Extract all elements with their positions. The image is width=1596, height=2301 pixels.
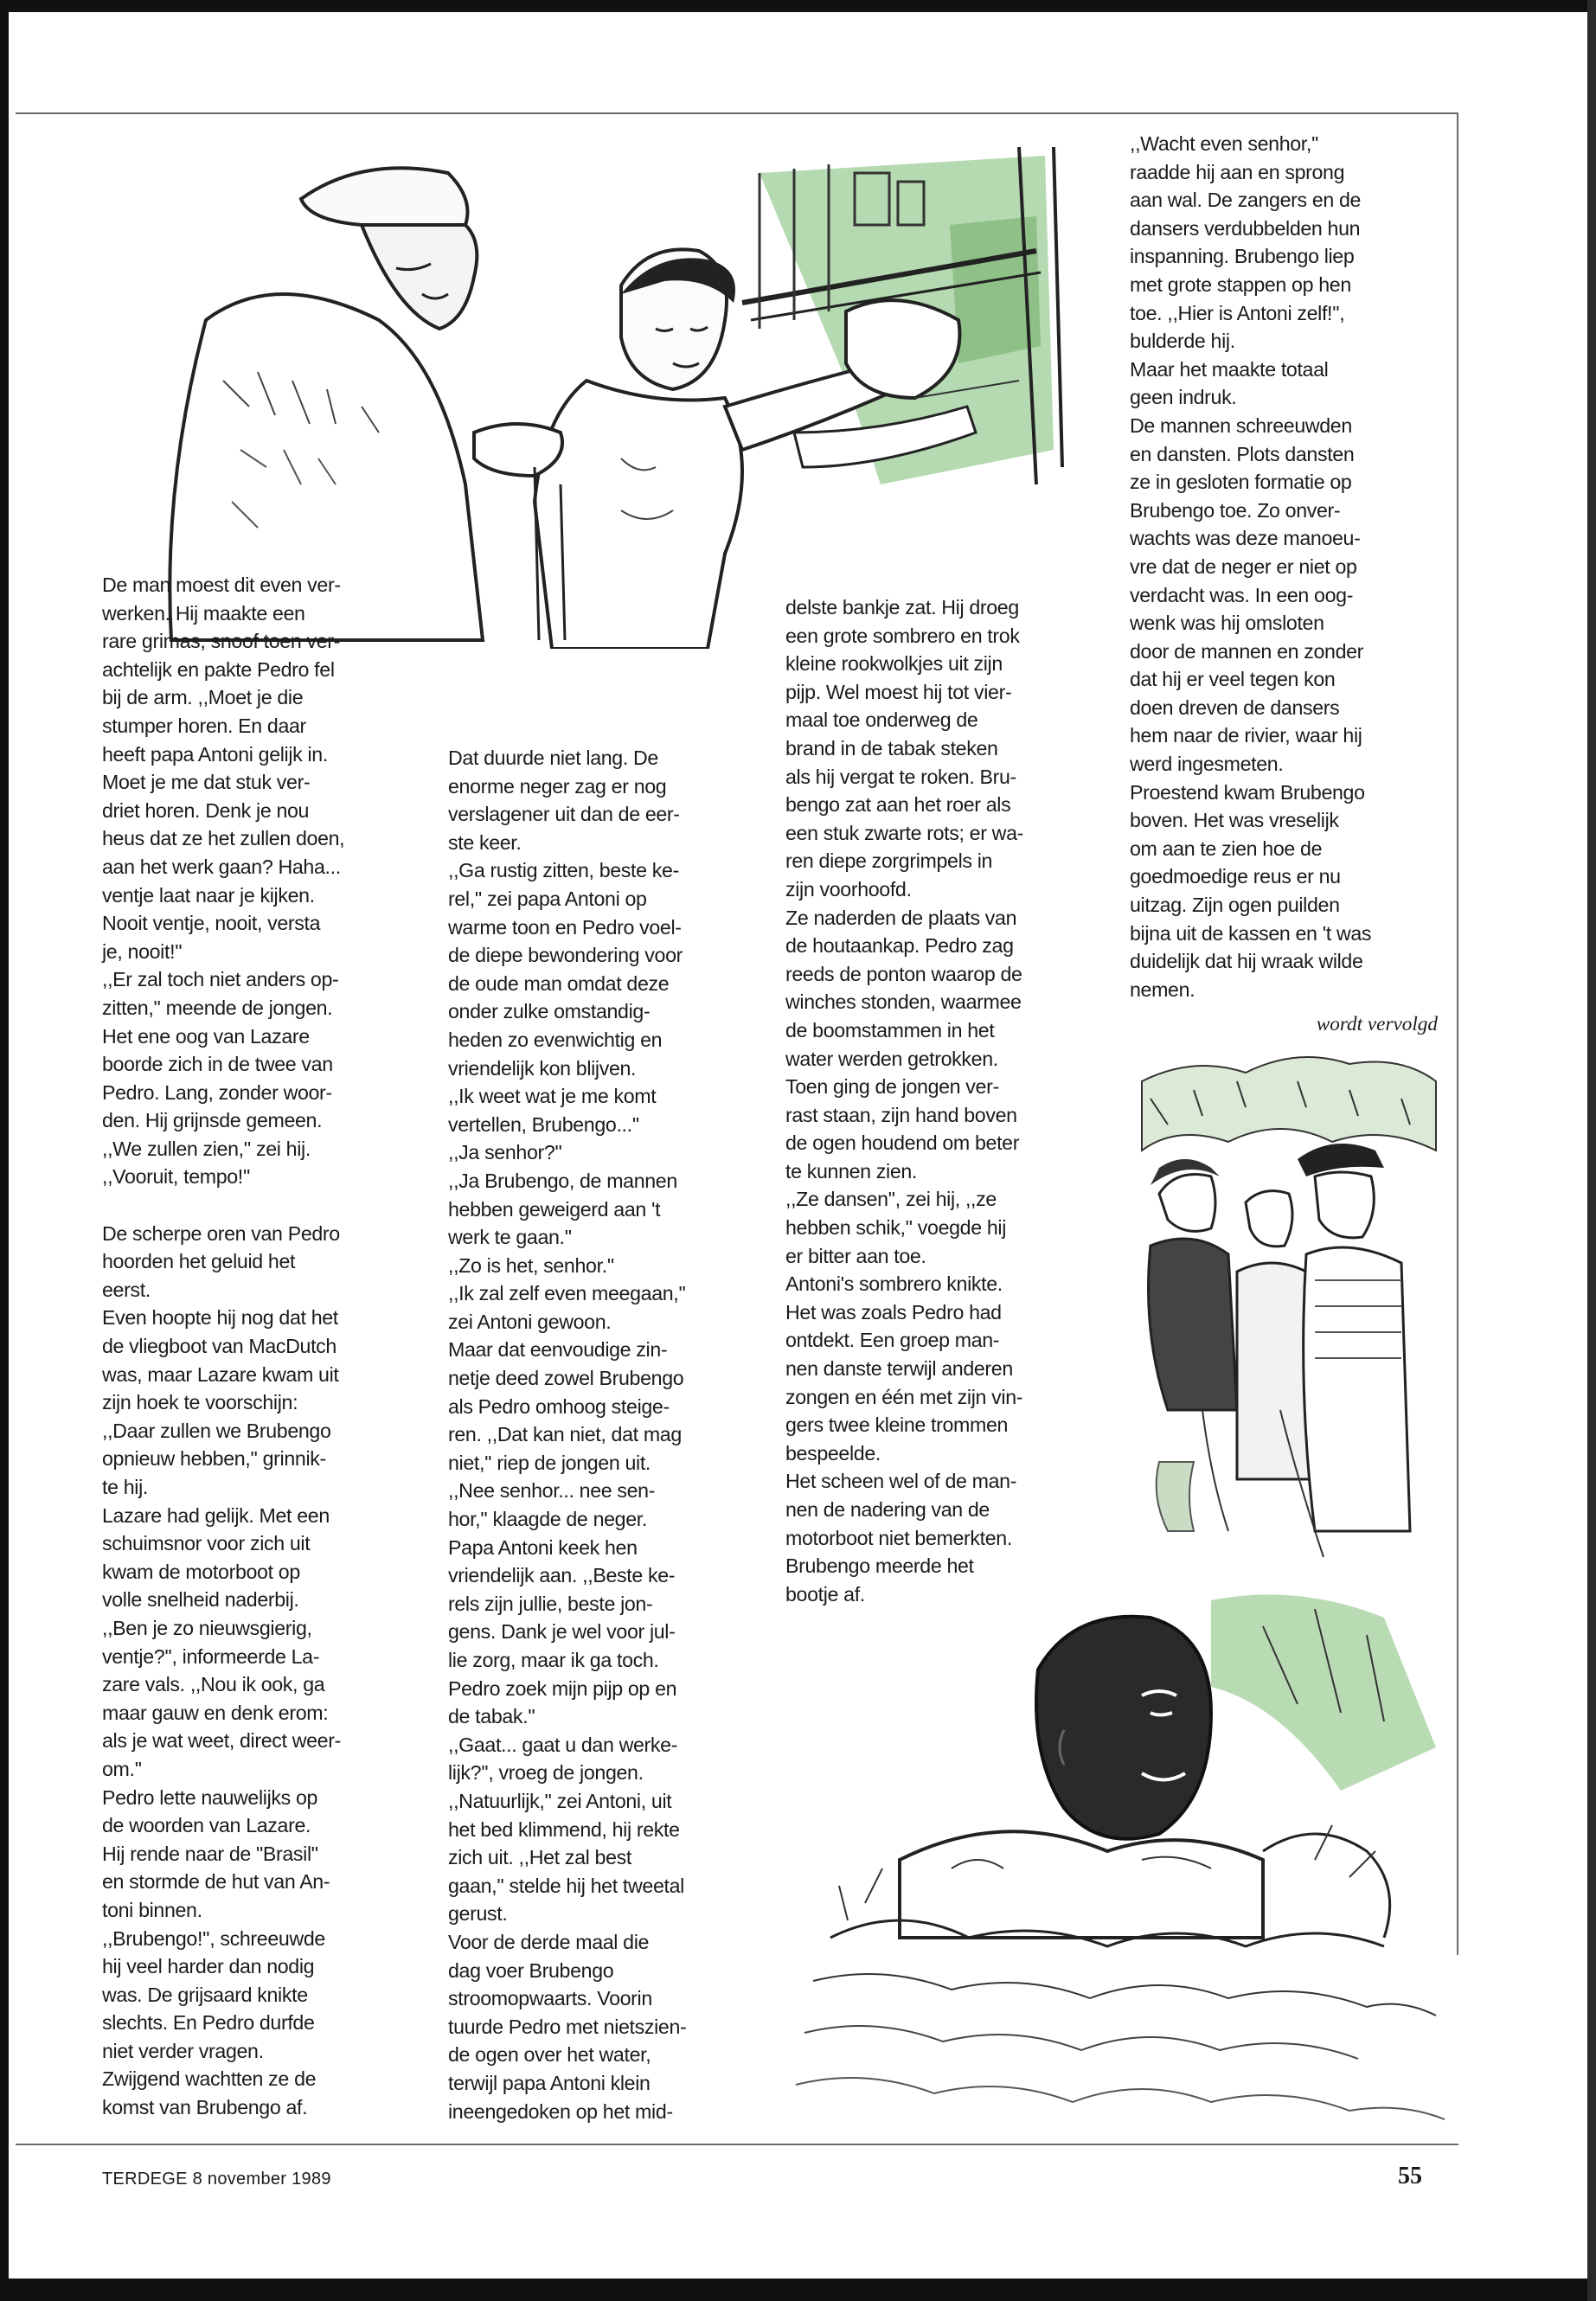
continued-note: wordt vervolgd: [1316, 1013, 1438, 1035]
illustration-sailor-and-boy: [102, 121, 1080, 649]
page-number: 55: [1398, 2163, 1422, 2189]
scan-border-top: [0, 0, 1596, 12]
article-column-3: delste bankje zat. Hij droeg een grote sombrero en trok kleine rookwolkjes uit zijn pijp. Wel moest hij tot vier- maal toe onderweg de brand in de tabak steken als hij vergat te roken. Bru- bengo zat aan het roer als een stuk zwarte rots; er wa- ren diepe zorgrimpels in zijn voorhoofd. Ze naderden de plaats van de houtaankap. Pedro zag reeds de ponton waarop de winches stonden, waarmee de boomstammen in het water werden getrokken. Toen ging de jongen ver- rast staan, zijn hand boven de ogen houdend om beter te kunnen zien. ,,Ze dansen'', zei hij, ,,ze hebben schik,'' voegde hij er bitter aan toe. Antoni's sombrero knikte. Het was zoals Pedro had ontdekt. Een groep man- nen danste terwijl anderen zongen en één met zijn vin- gers twee kleine trommen bespeelde. Het scheen wel of de man- nen de nadering van de motorboot niet bemerkten. Brubengo meerde het bootje af.: [785, 596, 1023, 1606]
page-rule-right: [1457, 112, 1458, 1955]
scan-border-right: [1587, 0, 1596, 2301]
illustration-brubengo-in-water: [779, 1574, 1453, 2145]
article-column-1: De man moest dit even ver- werken. Hij maakte een rare grimas, snoof toen ver- achtelijk en pakte Pedro fel bij de arm. ,,Moet je die stumper horen. En daar heeft papa Antoni gelijk in. Moet je me dat stuk ver- driet horen. Denk je nou heus dat ze het zullen doen, aan het werk gaan? Haha... ventje laat naar je kijken. Nooit ventje, nooit, versta je, nooit!'' ,,Er zal toch niet anders op- zitten,'' meende de jongen. Het ene oog van Lazare boorde zich in de twee van Pedro. Lang, zonder woor- den. Hij grijnsde gemeen. ,,We zullen zien,'' zei hij. ,,Vooruit, tempo!'' De scherpe oren van Pedro hoorden het geluid het eerst. Even hoopte hij nog dat het de vliegboot van MacDutch was, maar Lazare kwam uit zijn hoek te voorschijn: ,,Daar zullen we Brubengo opnieuw hebben,'' grinnik- te hij. Lazare had gelijk. Met een schuimsnor voor zich uit kwam de motorboot op volle snelheid naderbij. ,,Ben je zo nieuwsgierig, ventje?'', informeerde La- zare vals. ,,Nou ik ook, ga maar gauw en denk erom: als je wat weet, direct weer- om.'' Pedro lette nauwelijks op de woorden van Lazare. Hij rende naar de "Brasil" en stormde de hut van An- toni binnen. ,,Brubengo!'', schreeuwde hij veel harder dan nodig was. De grijsaard knikte slechts. En Pedro durfde niet verder vragen. Zwijgend wachtten ze de komst van Brubengo af.: [102, 574, 345, 2119]
illustration-dancing-men: [1125, 1047, 1448, 1566]
article-column-4: ,,Wacht even senhor,'' raadde hij aan en sprong aan wal. De zangers en de dansers verdubbelden hun inspanning. Brubengo liep met grote stappen op hen toe. ,,Hier is Antoni zelf!'', bulderde hij. Maar het maakte totaal geen indruk. De mannen schreeuwden en dansten. Plots dansten ze in gesloten formatie op Brubengo toe. Zo onver- wachts was deze manoeu- vre dat de neger er niet op verdacht was. In een oog- wenk was hij omsloten door de mannen en zonder dat hij er veel tegen kon doen dreven de dansers hem naar de rivier, waar hij werd ingesmeten. Proestend kwam Brubengo boven. Het was vreselijk om aan te zien hoe de goedmoedige reus er nu uitzag. Zijn ogen puilden bijna uit de kassen en 't was duidelijk dat hij wraak wilde nemen.: [1130, 132, 1372, 1001]
scan-border-bottom: [0, 2279, 1596, 2301]
publication-footer: TERDEGE 8 november 1989: [102, 2170, 331, 2189]
scan-border-left: [0, 0, 9, 2301]
page-rule-top: [16, 112, 1458, 114]
article-column-2: Dat duurde niet lang. De enorme neger zag er nog verslagener uit dan de eer- ste keer. ,,Ga rustig zitten, beste ke- rel,'' zei papa Antoni op warme toon en Pedro voel- de diepe bewondering voor de oude man omdat deze onder zulke omstandig- heden zo evenwichtig en vriendelijk kon blijven. ,,Ik weet wat je me komt vertellen, Brubengo...'' ,,Ja senhor?'' ,,Ja Brubengo, de mannen hebben geweigerd aan 't werk te gaan.'' ,,Zo is het, senhor.'' ,,Ik zal zelf even meegaan,'' zei Antoni gewoon. Maar dat eenvoudige zin- netje deed zowel Brubengo als Pedro omhoog steige- ren. ,,Dat kan niet, dat mag niet,'' riep de jongen uit. ,,Nee senhor... nee sen- hor,'' klaagde de neger. Papa Antoni keek hen vriendelijk aan. ,,Beste ke- rels zijn jullie, beste jon- gens. Dank je wel voor jul- lie zorg, maar ik ga toch. Pedro zoek mijn pijp op en de tabak.'' ,,Gaat... gaat u dan werke- lijk?'', vroeg de jongen. ,,Natuurlijk,'' zei Antoni, uit het bed klimmend, hij rekte zich uit. ,,Het zal best gaan,'' stelde hij het tweetal gerust. Voor de derde maal die dag voer Brubengo stroomopwaarts. Voorin tuurde Pedro met nietszien- de ogen over het water, terwijl papa Antoni klein ineengedoken op het mid-: [448, 747, 687, 2123]
